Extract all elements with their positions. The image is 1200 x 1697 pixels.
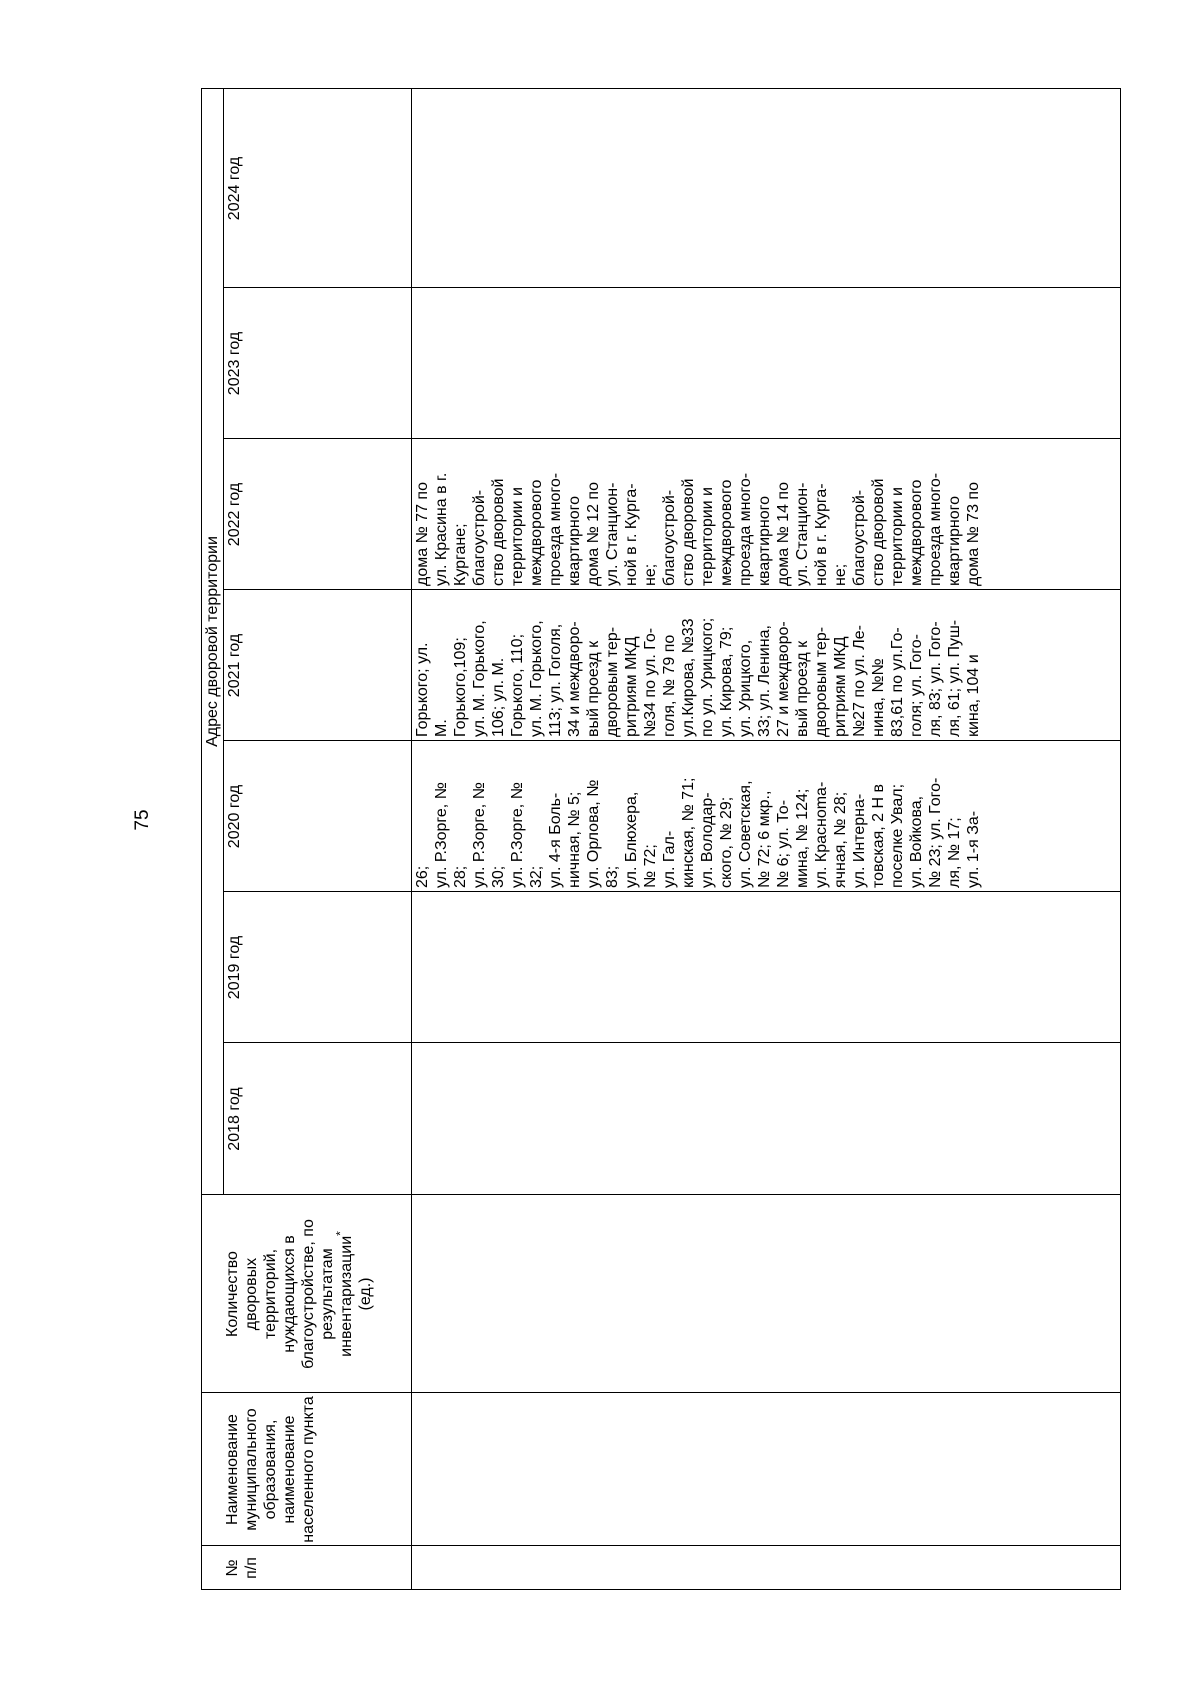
address-line: 113; ул. Гоголя,	[547, 623, 564, 737]
address-line: № 23; ул. Гого-	[927, 777, 944, 888]
header-year-2022: 2022 год	[226, 482, 243, 547]
address-line: № 6; ул. То-	[775, 799, 792, 888]
address-line: ной в г. Курга-	[813, 483, 830, 586]
address-line: ритриям МКД	[832, 636, 849, 737]
address-line: ничная, № 5;	[566, 791, 583, 888]
address-line: ского, № 29;	[718, 796, 735, 888]
group-header-divider	[223, 88, 224, 1195]
header-number: № п/п	[224, 1557, 260, 1579]
address-line: междворового	[528, 479, 545, 586]
table-border-left	[201, 1589, 1121, 1590]
address-line: дворовым тер-	[604, 626, 621, 737]
address-line: территории и	[509, 487, 526, 586]
address-line: голя; ул. Гого-	[908, 634, 925, 737]
address-line: дома № 14 по	[775, 482, 792, 586]
address-line: по ул. Урицкого;	[699, 617, 716, 737]
address-line: междворового	[908, 479, 925, 586]
table-border-right	[201, 88, 1121, 89]
address-line: №34 по ул. Го-	[642, 627, 659, 737]
address-line: территории и	[699, 487, 716, 586]
header-year-2023: 2023 год	[226, 331, 243, 396]
address-line: ул. Кирова, 79;	[718, 626, 735, 737]
address-line: кина, 104 и	[965, 654, 982, 737]
address-line: не;	[642, 563, 659, 586]
header-address-group: Адрес дворовой территории	[204, 536, 221, 747]
address-line: ул. М. Горького,	[528, 620, 545, 737]
address-line: 26;	[414, 865, 431, 888]
address-line: 27 и междворо-	[775, 621, 792, 737]
address-line: ул. Орлова, №	[585, 779, 602, 888]
col-divider	[223, 1042, 1121, 1043]
cell-2021-addresses	[413, 590, 983, 741]
address-line: мина, № 124;	[794, 788, 811, 888]
address-line: 106; ул. М.	[490, 657, 507, 737]
address-line: междворового	[718, 479, 735, 586]
address-line: дома № 77 по	[414, 482, 431, 586]
address-line: ля, № 17;	[946, 817, 963, 888]
address-line: ство дворовой	[870, 478, 887, 586]
address-line: № 72; 6 мкр.,	[756, 790, 773, 888]
address-line: 33; ул. Ленина,	[756, 625, 773, 737]
address-line: 32;	[528, 865, 545, 888]
address-line: ул. Урицкого,	[737, 639, 754, 737]
address-line: благоустрой-	[851, 489, 868, 586]
table-border-bottom	[1120, 88, 1121, 1590]
address-line: ул. 4-я Боль-	[547, 792, 564, 888]
address-line: вый проезд к	[585, 640, 602, 737]
address-line: ячная, № 28;	[832, 791, 849, 888]
address-line: проезда много-	[737, 472, 754, 586]
address-line: ул. Советская,	[737, 780, 754, 888]
address-line: ул. Станцион-	[604, 482, 621, 586]
cell-2020-addresses	[413, 741, 983, 892]
header-year-2020: 2020 год	[226, 784, 243, 849]
address-line: ля, 83; ул. Гого-	[927, 621, 944, 737]
address-line: ной в г. Курга-	[623, 483, 640, 586]
address-line: товская, 2 Н в	[870, 783, 887, 888]
header-municipality-name: Наименование муниципального образования, наименование населенного пункта	[224, 1396, 317, 1543]
header-yard-count: Количество дворовых территорий, нуждающихся в благоустройстве, по результатам инвентаризации* (ед.)	[224, 1219, 374, 1369]
address-line: ул. Войкова,	[908, 795, 925, 888]
address-line: ул. Р.Зорге, №	[509, 782, 526, 888]
address-line: 28;	[452, 865, 469, 888]
page-number: 75	[132, 809, 153, 831]
address-line: поселке Увал;	[889, 783, 906, 888]
address-line: 83,61 по ул.Го-	[889, 627, 906, 737]
table-border-top	[201, 88, 202, 1590]
header-year-2021: 2021 год	[226, 633, 243, 698]
address-line: ул. М. Горького,	[471, 620, 488, 737]
address-line: ул. Гал-	[661, 830, 678, 888]
address-line: ул. Красноma-	[813, 781, 830, 888]
address-line: квартирного	[566, 495, 583, 586]
col-divider	[223, 287, 1121, 288]
cell-2022-addresses	[413, 439, 983, 590]
address-line: нина, №№	[870, 658, 887, 737]
header-year-2024: 2024 год	[226, 156, 243, 221]
address-line: благоустрой-	[661, 489, 678, 586]
address-line: ул. Володар-	[699, 792, 716, 888]
address-line: проезда много-	[927, 472, 944, 586]
address-line: Горького, 110;	[509, 633, 526, 737]
address-line: не;	[832, 563, 849, 586]
address-line: 30;	[490, 865, 507, 888]
address-line: ул. Р.Зорге, №	[471, 782, 488, 888]
address-line: 83;	[604, 865, 621, 888]
address-line: голя, № 79 по	[661, 634, 678, 737]
address-line: ул. Интерна-	[851, 793, 868, 888]
address-line: благоустрой-	[471, 489, 488, 586]
address-line: ул. Красина в г.	[433, 472, 450, 586]
address-line: кинская, № 71;	[680, 777, 697, 888]
address-line: квартирного	[946, 495, 963, 586]
header-year-2018: 2018 год	[226, 1087, 243, 1151]
address-line: ул. 1-я За-	[965, 810, 982, 888]
address-line: №27 по ул. Ле-	[851, 624, 868, 737]
address-line: ля, 61; ул. Пуш-	[946, 619, 963, 737]
address-line: дома № 12 по	[585, 482, 602, 586]
address-line: ул. Р.Зорге, №	[433, 782, 450, 888]
address-line: ул.Кирова, №33	[680, 618, 697, 737]
col-divider	[201, 1545, 1121, 1546]
address-line: проезда много-	[547, 472, 564, 586]
address-line: Горького,109;	[452, 637, 469, 737]
rotated-table	[201, 88, 1121, 1590]
address-line: Горького; ул.	[414, 642, 431, 737]
address-line: 34 и междворо-	[566, 621, 583, 737]
address-line: ритриям МКД	[623, 636, 640, 737]
address-line: ство дворовой	[680, 478, 697, 586]
footnote-mark: *	[333, 1231, 348, 1236]
address-line: дворовым тер-	[813, 626, 830, 737]
address-line: дома № 73 по	[965, 482, 982, 586]
address-line: территории и	[889, 487, 906, 586]
address-line: квартирного	[756, 495, 773, 586]
address-line: М.	[433, 719, 450, 737]
address-line: вый проезд к	[794, 640, 811, 737]
address-line: Кургане;	[452, 523, 469, 586]
header-year-2019: 2019 год	[226, 935, 243, 1000]
address-line: № 72;	[642, 844, 659, 888]
address-line: ство дворовой	[490, 478, 507, 586]
address-line: ул. Блюхера,	[623, 791, 640, 888]
address-line: ул. Станцион-	[794, 482, 811, 586]
header-body-divider	[411, 88, 412, 1590]
